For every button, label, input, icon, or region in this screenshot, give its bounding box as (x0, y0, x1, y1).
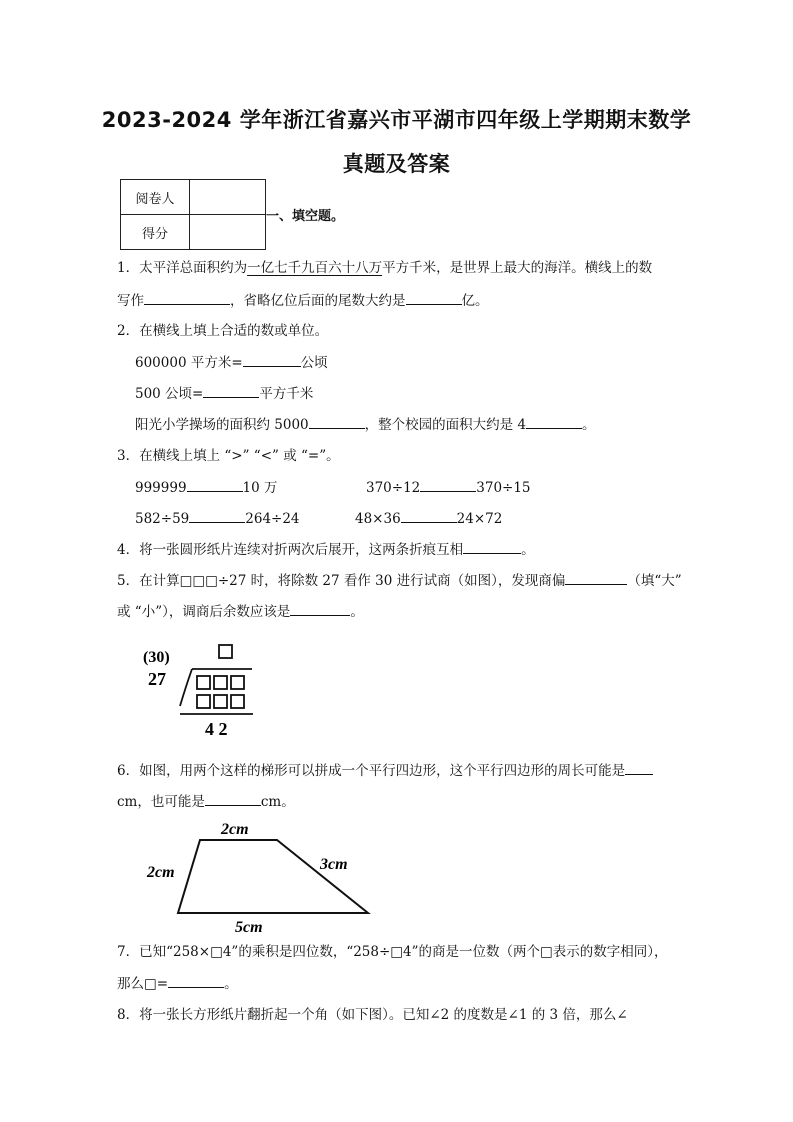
question-7-line1: 7．已知“258×□4”的乘积是四位数，“258÷□4”的商是一位数（两个□表示的数字相同）， (117, 944, 668, 960)
dividend-box (197, 676, 210, 689)
section-heading: 一、填空题。 (266, 209, 345, 224)
question-7-line2: 那么□= 。 (117, 973, 238, 994)
question-5-line1: 5．在计算□□□÷27 时，将除数 27 看作 30 进行试商（如图），发现商偏 （填“大” (117, 570, 682, 591)
trapezoid-figure (140, 812, 380, 937)
score-table (120, 179, 266, 250)
document-title-line1: 2023-2024 学年浙江省嘉兴市平湖市四年级上学期期末数学 (101, 108, 692, 132)
left-side-label: 2cm (147, 864, 175, 881)
question-3-stem: 3．在横线上填上 “>” “<” 或 “=”。 (117, 448, 340, 464)
answer-blank[interactable] (463, 539, 521, 554)
dividend-box (231, 676, 244, 689)
divisor-label: 27 (148, 669, 166, 689)
score-value (190, 215, 266, 250)
question-2-stem: 2．在横线上填上合适的数或单位。 (117, 323, 329, 339)
trapezoid-shape (178, 840, 368, 913)
question-2-b: 500 公顷= 平方千米 (135, 383, 313, 404)
answer-blank[interactable] (205, 791, 261, 806)
question-5-line2: 或 “小”），调商后余数应该是 。 (117, 601, 364, 622)
document-title-line2: 真题及答案 (342, 152, 451, 176)
long-division-figure (140, 640, 270, 745)
division-bracket (180, 669, 192, 706)
answer-blank[interactable] (189, 508, 245, 523)
answer-blank[interactable] (420, 477, 476, 492)
remainder-label: 4 2 (205, 719, 228, 739)
dividend-box (214, 676, 227, 689)
quotient-box (219, 645, 232, 658)
top-side-label: 2cm (221, 821, 249, 838)
estimate-label: (30) (143, 649, 170, 666)
answer-blank[interactable] (565, 570, 627, 585)
comparison-item: 48×36 24×72 (355, 508, 502, 529)
grader-label: 阅卷人 (121, 180, 190, 215)
answer-blank[interactable] (144, 290, 230, 305)
right-side-label: 3cm (320, 856, 348, 873)
answer-blank[interactable] (203, 383, 259, 398)
product-box (214, 695, 227, 708)
answer-blank[interactable] (187, 477, 243, 492)
question-1-line1: 1．太平洋总面积约为一亿七千九百六十八万平方千米，是世界上最大的海洋。横线上的数 (117, 260, 653, 276)
comparison-item: 370÷12 370÷15 (366, 477, 531, 498)
answer-blank[interactable] (526, 414, 582, 429)
question-2-c: 阳光小学操场的面积约 5000 ，整个校园的面积大约是 4 。 (135, 414, 596, 435)
answer-blank[interactable] (243, 352, 301, 367)
answer-blank[interactable] (406, 290, 462, 305)
question-6-line1: 6．如图，用两个这样的梯形可以拼成一个平行四边形，这个平行四边形的周长可能是 (117, 760, 653, 781)
answer-blank[interactable] (290, 601, 350, 616)
comparison-item: 582÷59 264÷24 (135, 508, 300, 529)
grader-value (190, 180, 266, 215)
answer-blank[interactable] (401, 508, 457, 523)
answer-blank[interactable] (625, 760, 653, 775)
answer-blank[interactable] (309, 414, 365, 429)
comparison-item: 999999 10 万 (135, 477, 278, 498)
question-1-line2: 写作 ，省略亿位后面的尾数大约是 亿。 (117, 290, 489, 311)
score-label: 得分 (121, 215, 190, 250)
question-2-a: 600000 平方米= 公顷 (135, 352, 328, 373)
answer-blank[interactable] (168, 973, 224, 988)
product-box (231, 695, 244, 708)
bottom-side-label: 5cm (235, 919, 263, 936)
question-4: 4．将一张圆形纸片连续对折两次后展开，这两条折痕互相 。 (117, 539, 535, 560)
underlined-number: 一亿七千九百六十八万 (247, 260, 383, 276)
question-8-line1: 8．将一张长方形纸片翻折起一个角（如下图）。已知∠2 的度数是∠1 的 3 倍，那么∠ (117, 1007, 628, 1023)
product-box (197, 695, 210, 708)
question-6-line2: cm，也可能是 cm。 (117, 791, 295, 812)
